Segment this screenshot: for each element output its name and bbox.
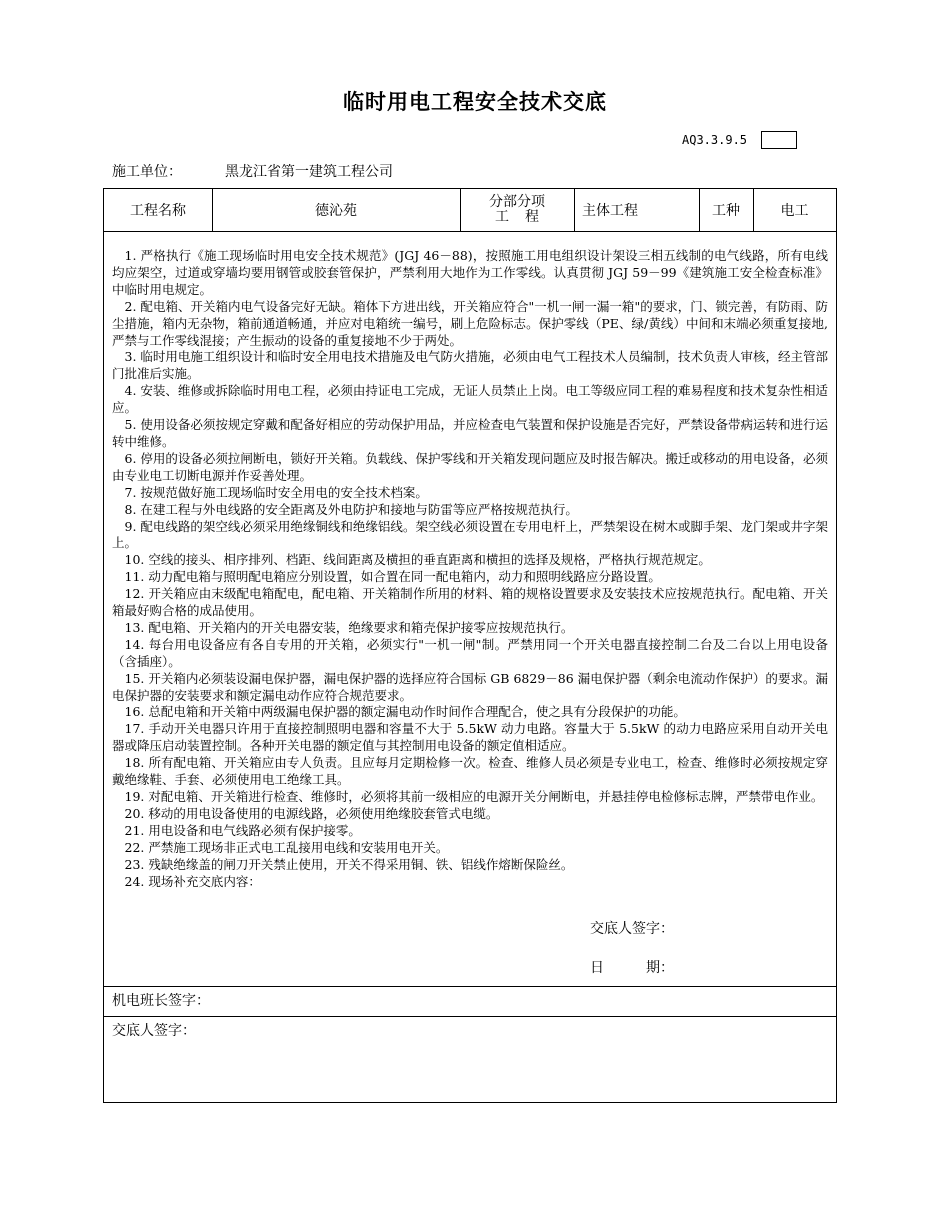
document-title: 临时用电工程安全技术交底 bbox=[343, 90, 607, 114]
divider bbox=[104, 1016, 836, 1017]
clause: 11. 动力配电箱与照明配电箱应分别设置，如合置在同一配电箱内，动力和照明线路应分路设置。 bbox=[124, 569, 661, 585]
clause: 15. 开关箱内必须装设漏电保护器，漏电保护器的选择应符合国标 GB 6829－86 漏电保护器（剩余电流动作保护）的要求。漏电保护器的安装要求和额定漏电动作应符合规范要求。 bbox=[112, 670, 828, 703]
trade-label: 工种 bbox=[712, 203, 740, 219]
clause: 21. 用电设备和电气线路必须有保护接零。 bbox=[124, 822, 361, 838]
clause: 10. 空线的接头、相序排列、档距、线间距离及横担的垂直距离和横担的选择及规格，严格执行规范规定。 bbox=[124, 552, 711, 568]
clause: 19. 对配电箱、开关箱进行检查、维修时，必须将其前一级相应的电源开关分闸断电，并悬挂停电检修标志牌，严禁带电作业。 bbox=[124, 789, 824, 804]
clause: 22. 严禁施工现场非正式电工乱接用电线和安装用电开关。 bbox=[124, 839, 449, 855]
project-name-value: 德沁苑 bbox=[315, 203, 357, 219]
clause: 7. 按规范做好施工现场临时安全用电的安全技术档案。 bbox=[124, 484, 428, 500]
disclosure-table bbox=[103, 188, 837, 1103]
clause: 9. 配电线路的架空线必须采用绝缘铜线和绝缘铝线。架空线必须设置在专用电杆上，严禁架设在树木或脚手架、龙门架或井字架上。 bbox=[112, 518, 828, 551]
discloser-signature-label: 交底人签字： bbox=[590, 921, 674, 937]
disclosure-content bbox=[112, 248, 828, 890]
date-label-char1: 日 bbox=[590, 960, 604, 976]
clause: 3. 临时用电施工组织设计和临时安全用电技术措施及电气防火措施，必须由电气工程技术人员编制，技术负责人审核，经主管部门批准后实施。 bbox=[112, 349, 828, 382]
date-label bbox=[590, 957, 674, 977]
clause: 8. 在建工程与外电线路的安全距离及外电防护和接地与防雷等应严格按规范执行。 bbox=[124, 501, 578, 517]
sub-project-label-line2 bbox=[495, 210, 539, 225]
clause: 1. 严格执行《施工现场临时用电安全技术规范》(JGJ 46－88)，按照施工用电组织设计架设三相五线制的电气线路，所有电线均应架空，过道或穿墙均要用钢管或胶套管保护，严禁利用大地作为工作零线。认真贯彻 JGJ 59－99《建筑施工安全检查标准》中临时用电规定。 bbox=[112, 248, 828, 297]
sub-project-label bbox=[460, 189, 574, 231]
clause: 5. 使用设备必须按规定穿戴和配备好相应的劳动保护用品，并应检查电气装置和保护设施是否完好，严禁设备带病运转和进行运转中维修。 bbox=[112, 417, 828, 449]
construction-unit-label: 施工单位： bbox=[112, 164, 182, 180]
clause: 24. 现场补充交底内容： bbox=[124, 873, 261, 889]
clause: 20. 移动的用电设备使用的电源线路，必须使用绝缘胶套管式电缆。 bbox=[124, 805, 499, 821]
receiver-signature-label: 交底人签字： bbox=[112, 1023, 196, 1039]
construction-unit-value: 黑龙江省第一建筑工程公司 bbox=[225, 164, 393, 180]
clause: 2. 配电箱、开关箱内电气设备完好无缺。箱体下方进出线，开关箱应符合"一机一闸一漏一箱"的要求，门、锁完善，有防雨、防尘措施，箱内无杂物，箱前通道畅通，并应对电箱统一编号，刷上危险标志。保护零线（PE、绿/黄线）中间和末端必须重复接地,严禁与工作零线混接；产生振动的设备的重复接地不少于两处。 bbox=[112, 298, 828, 348]
divider bbox=[104, 986, 836, 987]
clause: 4. 安装、维修或拆除临时用电工程，必须由持证电工完成，无证人员禁止上岗。电工等级应同工程的难易程度和技术复杂性相适应。 bbox=[112, 383, 828, 416]
clause: 23. 残缺绝缘盖的闸刀开关禁止使用，开关不得采用铜、铁、铝线作熔断保险丝。 bbox=[124, 856, 574, 872]
date-label-char2: 期： bbox=[646, 960, 674, 976]
sub-project-label-char1: 工 bbox=[495, 209, 509, 225]
sub-project-value: 主体工程 bbox=[582, 203, 638, 219]
divider bbox=[104, 231, 836, 232]
foreman-signature-label: 机电班长签字： bbox=[112, 993, 210, 1009]
trade-value: 电工 bbox=[780, 203, 809, 219]
sub-project-label-char2: 程 bbox=[525, 209, 539, 225]
clause: 18. 所有配电箱、开关箱应由专人负责。且应每月定期检修一次。检查、维修人员必须是专业电工，检查、维修时必须按规定穿戴绝缘鞋、手套、必须使用电工绝缘工具。 bbox=[112, 755, 828, 788]
project-name-label: 工程名称 bbox=[130, 203, 186, 219]
clause: 13. 配电箱、开关箱内的开关电器安装，绝缘要求和箱壳保护接零应按规范执行。 bbox=[124, 619, 574, 635]
clause: 16. 总配电箱和开关箱中两级漏电保护器的额定漏电动作时间作合理配合，使之具有分段保护的功能。 bbox=[124, 704, 686, 720]
document-code: AQ3.3.9.5 bbox=[682, 133, 748, 147]
clause: 6. 停用的设备必须拉闸断电，锁好开关箱。负载线、保护零线和开关箱发现问题应及时报告解决。搬迁或移动的用电设备，必须由专业电工切断电源并作妥善处理。 bbox=[112, 450, 828, 483]
clause: 14. 每台用电设备应有各自专用的开关箱，必须实行"一机一闸"制。严禁用同一个开关电器直接控制二台及二台以上用电设备（含插座）。 bbox=[112, 636, 828, 669]
sub-project-label-line1: 分部分项 bbox=[489, 194, 545, 210]
clause: 12. 开关箱应由末级配电箱配电，配电箱、开关箱制作所用的材料、箱的规格设置要求及安装技术应按规范执行。配电箱、开关箱最好购合格的成品使用。 bbox=[112, 586, 828, 619]
code-box bbox=[761, 131, 797, 149]
clause: 17. 手动开关电器只许用于直接控制照明电器和容量不大于 5.5kW 动力电路。容量大于 5.5kW 的动力电路应采用自动开关电器或降压启动装置控制。各种开关电器的额定值与其控制用电设备的额定值相适应。 bbox=[112, 721, 828, 754]
